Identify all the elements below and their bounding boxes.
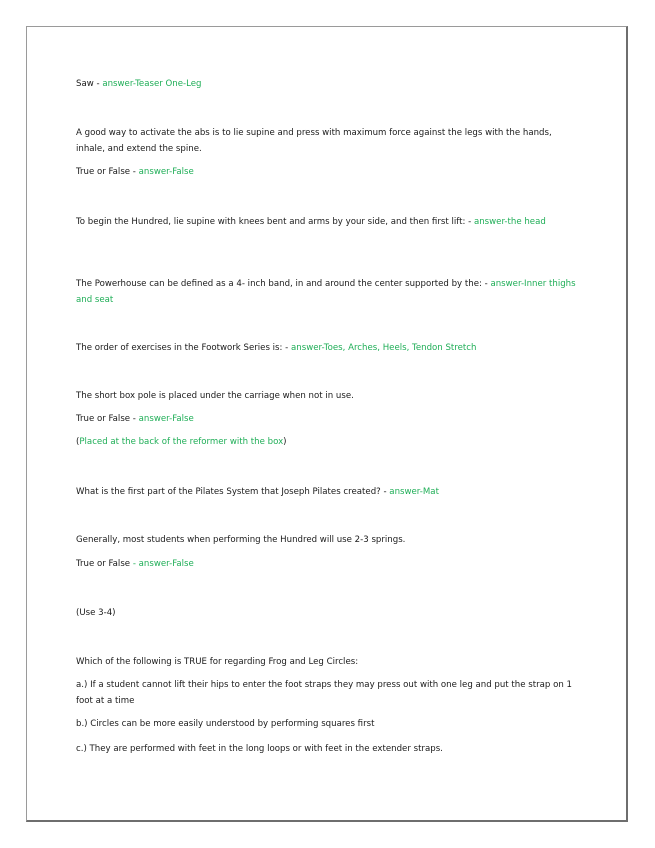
question-frog-leg-circles: Which of the following is TRUE for regarding Frog and Leg Circles: <box>76 657 359 667</box>
answer-text: answer-Toes, Arches, Heels, Tendon Stretch <box>291 343 477 353</box>
option-a: a.) If a student cannot lift their hips to enter the foot straps they may press out with one leg and put the strap on 1 foot at a time <box>76 680 572 706</box>
answer-text: answer-False <box>138 414 194 424</box>
question-activate-abs: A good way to activate the abs is to lie supine and press with maximum force against the legs with the hands, inhale, and extend the spine. <box>76 128 552 154</box>
question-short-box-pole: The short box pole is placed under the carriage when not in use. <box>76 391 354 401</box>
answer-text: answer-Inner thighs and seat <box>76 279 576 305</box>
option-c: c.) They are performed with feet in the long loops or with feet in the extender straps. <box>76 744 443 754</box>
question-footwork-order: The order of exercises in the Footwork Series is: - answer-Toes, Arches, Heels, Tendon Stretch <box>76 343 477 353</box>
true-false-line: True or False - answer-False <box>76 559 194 569</box>
answer-text: answer-False <box>138 167 194 177</box>
true-false-line: True or False - answer-False <box>76 414 194 424</box>
answer-text: - answer-False <box>132 559 194 569</box>
answer-note: (Placed at the back of the reformer with the box) <box>76 437 287 447</box>
question-hundred-lift: To begin the Hundred, lie supine with knees bent and arms by your side, and then first lift: - answer-the head <box>76 217 546 227</box>
answer-text: answer-Teaser One-Leg <box>102 79 202 89</box>
question-hundred-springs: Generally, most students when performing the Hundred will use 2-3 springs. <box>76 535 406 545</box>
springs-note: (Use 3-4) <box>76 608 116 618</box>
question-powerhouse: The Powerhouse can be defined as a 4- inch band, in and around the center supported by the: - answer-Inner thighs and seat <box>76 279 576 305</box>
true-false-line: True or False - answer-False <box>76 167 194 177</box>
question-saw: Saw - answer-Teaser One-Leg <box>76 79 202 89</box>
question-first-part: What is the first part of the Pilates System that Joseph Pilates created? - answer-Mat <box>76 487 439 497</box>
answer-text: answer-Mat <box>389 487 439 497</box>
answer-text: answer-the head <box>473 217 546 227</box>
option-b: b.) Circles can be more easily understood by performing squares first <box>76 719 375 729</box>
